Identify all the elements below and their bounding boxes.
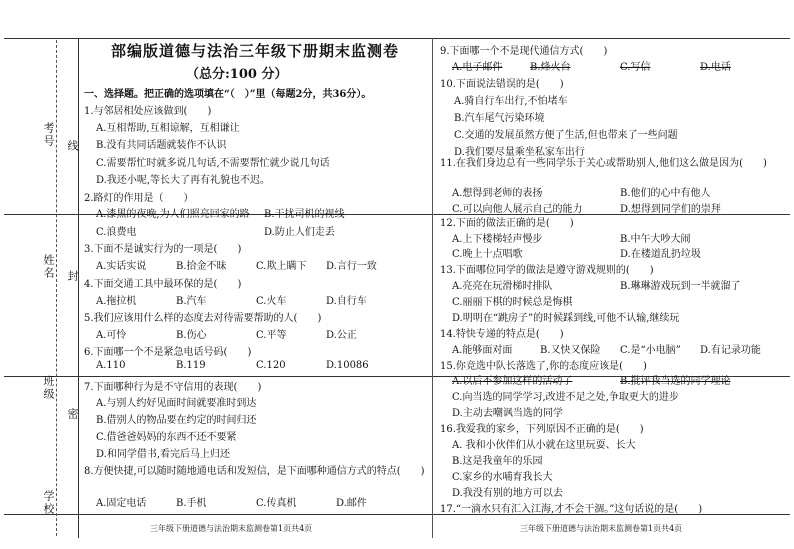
dashed-cut-line (56, 40, 57, 536)
option: C.120 (256, 360, 286, 371)
option: B.他们的心中有他人 (620, 188, 711, 199)
option: A.上下楼梯轻声慢步 (452, 234, 543, 245)
question-10: 10.下面说法错误的是( ) (440, 79, 564, 90)
option: A.漆黑的夜晚,为人们照亮回家的路 (96, 209, 250, 220)
option: B.又快又保险 (540, 345, 601, 356)
question-1: 1.与邻居相处应该做到( ) (84, 106, 212, 117)
binding-margin (0, 38, 79, 538)
question-3: 3.下面不是诚实行为的一项是( ) (84, 244, 242, 255)
option: A.电子邮件 (452, 62, 503, 73)
question-17: 17.“一滴水只有汇入江海,才不会干涸。”这句话说的是( ) (440, 504, 703, 515)
option: B.干扰司机的视线 (264, 209, 345, 220)
question-14: 14.特快专递的特点是( ) (440, 329, 564, 340)
option: B.伤心 (176, 330, 207, 341)
option: A.可怜 (96, 330, 127, 341)
option: D.想得到同学们的崇拜 (620, 204, 721, 215)
question-13: 13.下面哪位同学的做法是遵守游戏规则的( ) (440, 265, 654, 276)
footer-right: 三年级下册道德与法治期末监测卷第1页共4页 (520, 524, 683, 533)
option: D.防止人们走丢 (264, 227, 335, 238)
option: C.家乡的水哺育我长大 (452, 472, 553, 483)
option: D.言行一致 (326, 261, 377, 272)
option: C.交通的发展虽然方便了生活,但也带来了一些问题 (454, 130, 678, 141)
option: D.我没有别的地方可以去 (452, 488, 563, 499)
label-kaohao: 考号 (42, 122, 55, 148)
question-11: 11.在我们身边总有一些同学乐于关心或帮助别人,他们这么做是因为( ) (440, 158, 767, 169)
option: D.邮件 (336, 498, 367, 509)
option: C.火车 (256, 296, 287, 307)
question-16: 16.我爱我的家乡，下列原因不正确的是( ) (440, 424, 644, 435)
option: D.10086 (326, 360, 369, 371)
option: C.写信 (620, 62, 651, 73)
option: D.自行车 (326, 296, 367, 307)
option: C.需要帮忙时就多说几句话,不需要帮忙就少说几句话 (96, 158, 330, 169)
option: A.拖拉机 (96, 296, 137, 307)
option: A.实话实说 (96, 261, 147, 272)
option: D.公正 (326, 330, 357, 341)
option: D.在楼道乱扔垃圾 (620, 249, 701, 260)
option: D.我还小呢,等长大了再有礼貌也不迟。 (96, 175, 271, 186)
option: C.欺上瞒下 (256, 261, 307, 272)
column-divider (432, 38, 433, 538)
option: C.借爸爸妈妈的东西不还不要紧 (96, 432, 237, 443)
question-15: 15.你竞选中队长落选了,你的态度应该是( ) (440, 361, 647, 372)
label-xuexiao: 学校 (42, 490, 55, 516)
question-4: 4.下面交通工具中最环保的是( ) (84, 279, 242, 290)
top-rule (4, 38, 790, 39)
option: B.手机 (176, 498, 207, 509)
option: B.借别人的物品要在约定的时间归还 (96, 415, 257, 426)
question-12: 12.下面的做法正确的是( ) (440, 218, 574, 229)
option: A.固定电话 (96, 498, 147, 509)
option: A.互相帮助,互相谅解，互相谦让 (96, 123, 240, 134)
option: B.这是我童年的乐园 (452, 456, 543, 467)
question-6: 6.下面哪一个不是紧急电话号码( ) (84, 347, 252, 358)
label-xian: 线 (66, 140, 79, 153)
option: A.以后不参加这样的活动了 (452, 376, 573, 387)
option: B.批评我当选的同学理论 (620, 376, 731, 387)
option: B.中午大吵大闹 (620, 234, 691, 245)
option: B.烽火台 (530, 62, 571, 73)
question-8: 8.方便快捷,可以随时随地通电话和发短信，是下面哪种通信方式的特点( ) (84, 466, 425, 477)
option: D.有记录功能 (700, 345, 761, 356)
option: C.浪费电 (96, 227, 137, 238)
question-9: 9.下面哪一个不是现代通信方式( ) (440, 46, 608, 57)
option: D.主动去嘲讽当选的同学 (452, 408, 563, 419)
question-5: 5.我们应该用什么样的态度去对待需要帮助的人( ) (84, 313, 322, 324)
option: A.想得到老师的表扬 (452, 188, 543, 199)
option: A.与别人约好见面时间就要准时到达 (96, 398, 257, 409)
label-xingming: 姓名 (42, 254, 55, 280)
option: D.我们要尽量乘坐私家车出行 (454, 147, 585, 158)
option: B.汽车 (176, 296, 207, 307)
option: B.没有共同话题就装作不认识 (96, 140, 227, 151)
option: A.能够面对面 (452, 345, 513, 356)
question-7: 7.下面哪种行为是不守信用的表现( ) (84, 382, 262, 393)
option: C.是“小电脑” (620, 345, 681, 356)
option: A. 我和小伙伴们从小就在这里玩耍、长大 (452, 440, 636, 451)
option: D.电话 (700, 62, 731, 73)
footer-left: 三年级下册道德与法治期末监测卷第1页共4页 (150, 524, 313, 533)
option: C.晚上十点唱歌 (452, 249, 523, 260)
question-2: 2.路灯的作用是（ ） (84, 193, 194, 204)
option: D.和同学借书,看完后马上归还 (96, 449, 231, 460)
page-title: 部编版道德与法治三年级下册期末监测卷 (110, 42, 399, 60)
option: C.传真机 (256, 498, 297, 509)
label-feng: 封 (66, 270, 79, 283)
option: A.110 (96, 360, 126, 371)
label-banji: 班级 (42, 375, 55, 401)
option: D.明明在“跳房子”的时候踩到线,可他不认输,继续玩 (452, 313, 680, 324)
section-heading: 一、选择题。把正确的选项填在“（ ）”里（每题2分，共36分）。 (84, 89, 372, 100)
option: B.119 (176, 360, 206, 371)
total-score: （总分:100 分） (186, 67, 288, 82)
option: B.拾金不昧 (176, 261, 227, 272)
label-mi: 密 (66, 408, 79, 421)
option: C.可以向他人展示自己的能力 (452, 204, 583, 215)
option: B.琳琳游戏玩到一半就溜了 (620, 281, 741, 292)
option: A.骑自行车出行,不怕堵车 (454, 96, 568, 107)
option: A.亮亮在玩滑梯时排队 (452, 281, 553, 292)
option: B.汽车尾气污染环境 (454, 113, 545, 124)
option: C.丽丽下棋的时候总是悔棋 (452, 297, 573, 308)
option: C.平等 (256, 330, 287, 341)
option: C.向当选的同学学习,改进不足之处,争取更大的进步 (452, 392, 679, 403)
